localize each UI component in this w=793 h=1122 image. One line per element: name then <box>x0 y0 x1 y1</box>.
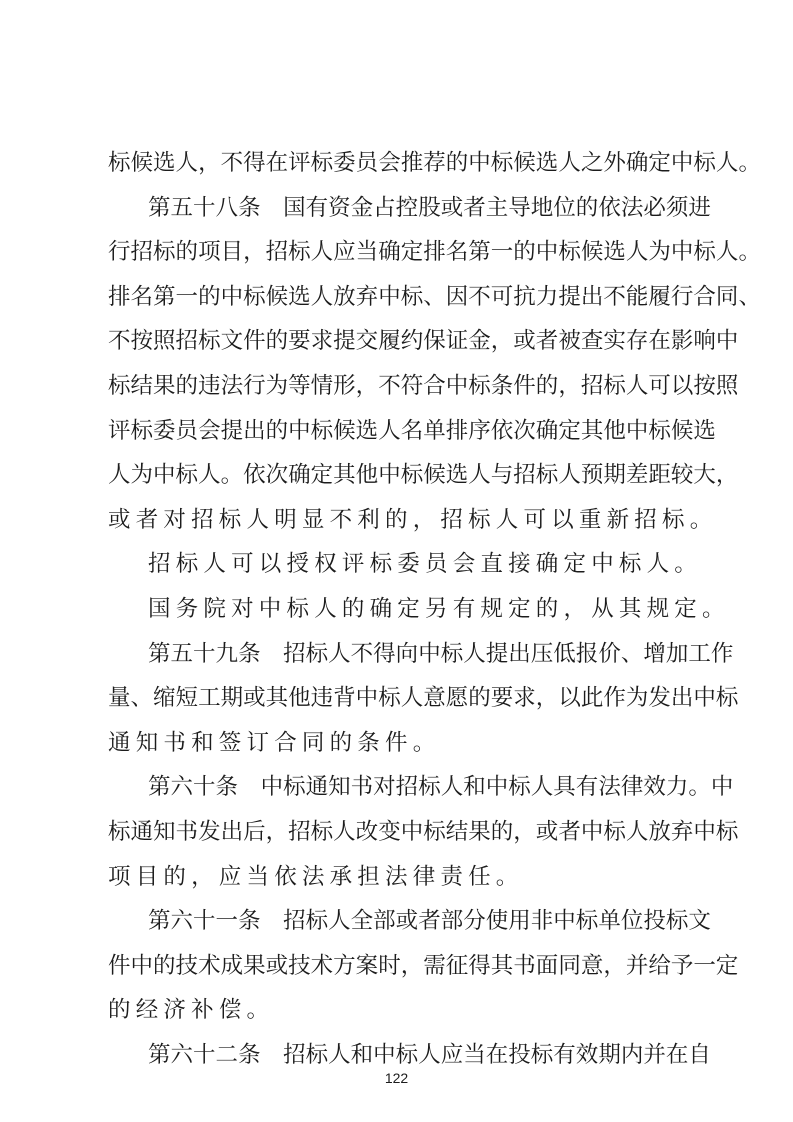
article-61-heading-line: 第 六 十 一 条 招 标 人 全 部 或 者 部 分 使 用 非 中 标 单 位 投 标 文 <box>148 908 711 935</box>
text-line: 标 结 果 的 违 法 行 为 等 情 形 ， 不 符 合 中 标 条 件 的 ， 招 标 人 可 以 按 照 <box>108 373 739 399</box>
paragraph-line: 招标人可以授权评标委员会直接确定中标人。 <box>148 551 703 578</box>
text-line: 不 按 照 招 标 文 件 的 要 求 提 交 履 约 保 证 金 ， 或 者 被 查 实 存 在 影 响 中 <box>108 328 739 355</box>
article-59-heading-line: 第 五 十 九 条 招 标 人 不 得 向 中 标 人 提 出 压 低 报 价 、 增 加 工 作 <box>148 640 734 667</box>
text-line: 标 候 选 人 ， 不 得 在 评 标 委 员 会 推 荐 的 中 标 候 选 人 之 外 确 定 中 标 人 。 <box>108 150 761 176</box>
page-number: 122 <box>384 1070 409 1086</box>
article-62-heading-line: 第 六 十 二 条 招 标 人 和 中 标 人 应 当 在 投 标 有 效 期 内 并 在 自 <box>148 1042 711 1068</box>
article-60-heading-line: 第 六 十 条 中 标 通 知 书 对 招 标 人 和 中 标 人 具 有 法 律 效 力 。 中 <box>148 774 734 801</box>
text-line: 件 中 的 技 术 成 果 或 技 术 方 案 时 ， 需 征 得 其 书 面 同 意 ， 并 给 予 一 定 <box>108 952 739 979</box>
text-line: 的经济补偿。 <box>108 997 275 1024</box>
text-line: 通知书和签订合同的条件。 <box>108 729 441 756</box>
text-line: 量 、 缩 短 工 期 或 其 他 违 背 中 标 人 意 愿 的 要 求 ， 以 此 作 为 发 出 中 标 <box>108 685 739 712</box>
text-line: 评 标 委 员 会 提 出 的 中 标 候 选 人 名 单 排 序 依 次 确 定 其 他 中 标 候 选 <box>108 417 716 444</box>
text-line: 排 名 第 一 的 中 标 候 选 人 放 弃 中 标 、 因 不 可 抗 力 提 出 不 能 履 行 合 同 、 <box>108 283 761 310</box>
text-line: 标 通 知 书 发 出 后 ， 招 标 人 改 变 中 标 结 果 的 ， 或 者 中 标 人 放 弃 中 标 <box>108 819 739 845</box>
article-58-heading-line: 第 五 十 八 条 国 有 资 金 占 控 股 或 者 主 导 地 位 的 依 法 必 须 进 <box>148 194 711 221</box>
text-line: 或者对招标人明显不利的，招标人可以重新招标。 <box>108 506 718 533</box>
text-line: 人 为 中 标 人 。 依 次 确 定 其 他 中 标 候 选 人 与 招 标 人 预 期 差 距 较 大 ， <box>108 462 739 489</box>
paragraph-line: 国务院对中标人的确定另有规定的，从其规定。 <box>148 596 730 622</box>
text-line: 行 招 标 的 项 目 ， 招 标 人 应 当 确 定 排 名 第 一 的 中 标 候 选 人 为 中 标 人 。 <box>108 239 761 266</box>
text-line: 项目的，应当依法承担法律责任。 <box>108 863 524 890</box>
